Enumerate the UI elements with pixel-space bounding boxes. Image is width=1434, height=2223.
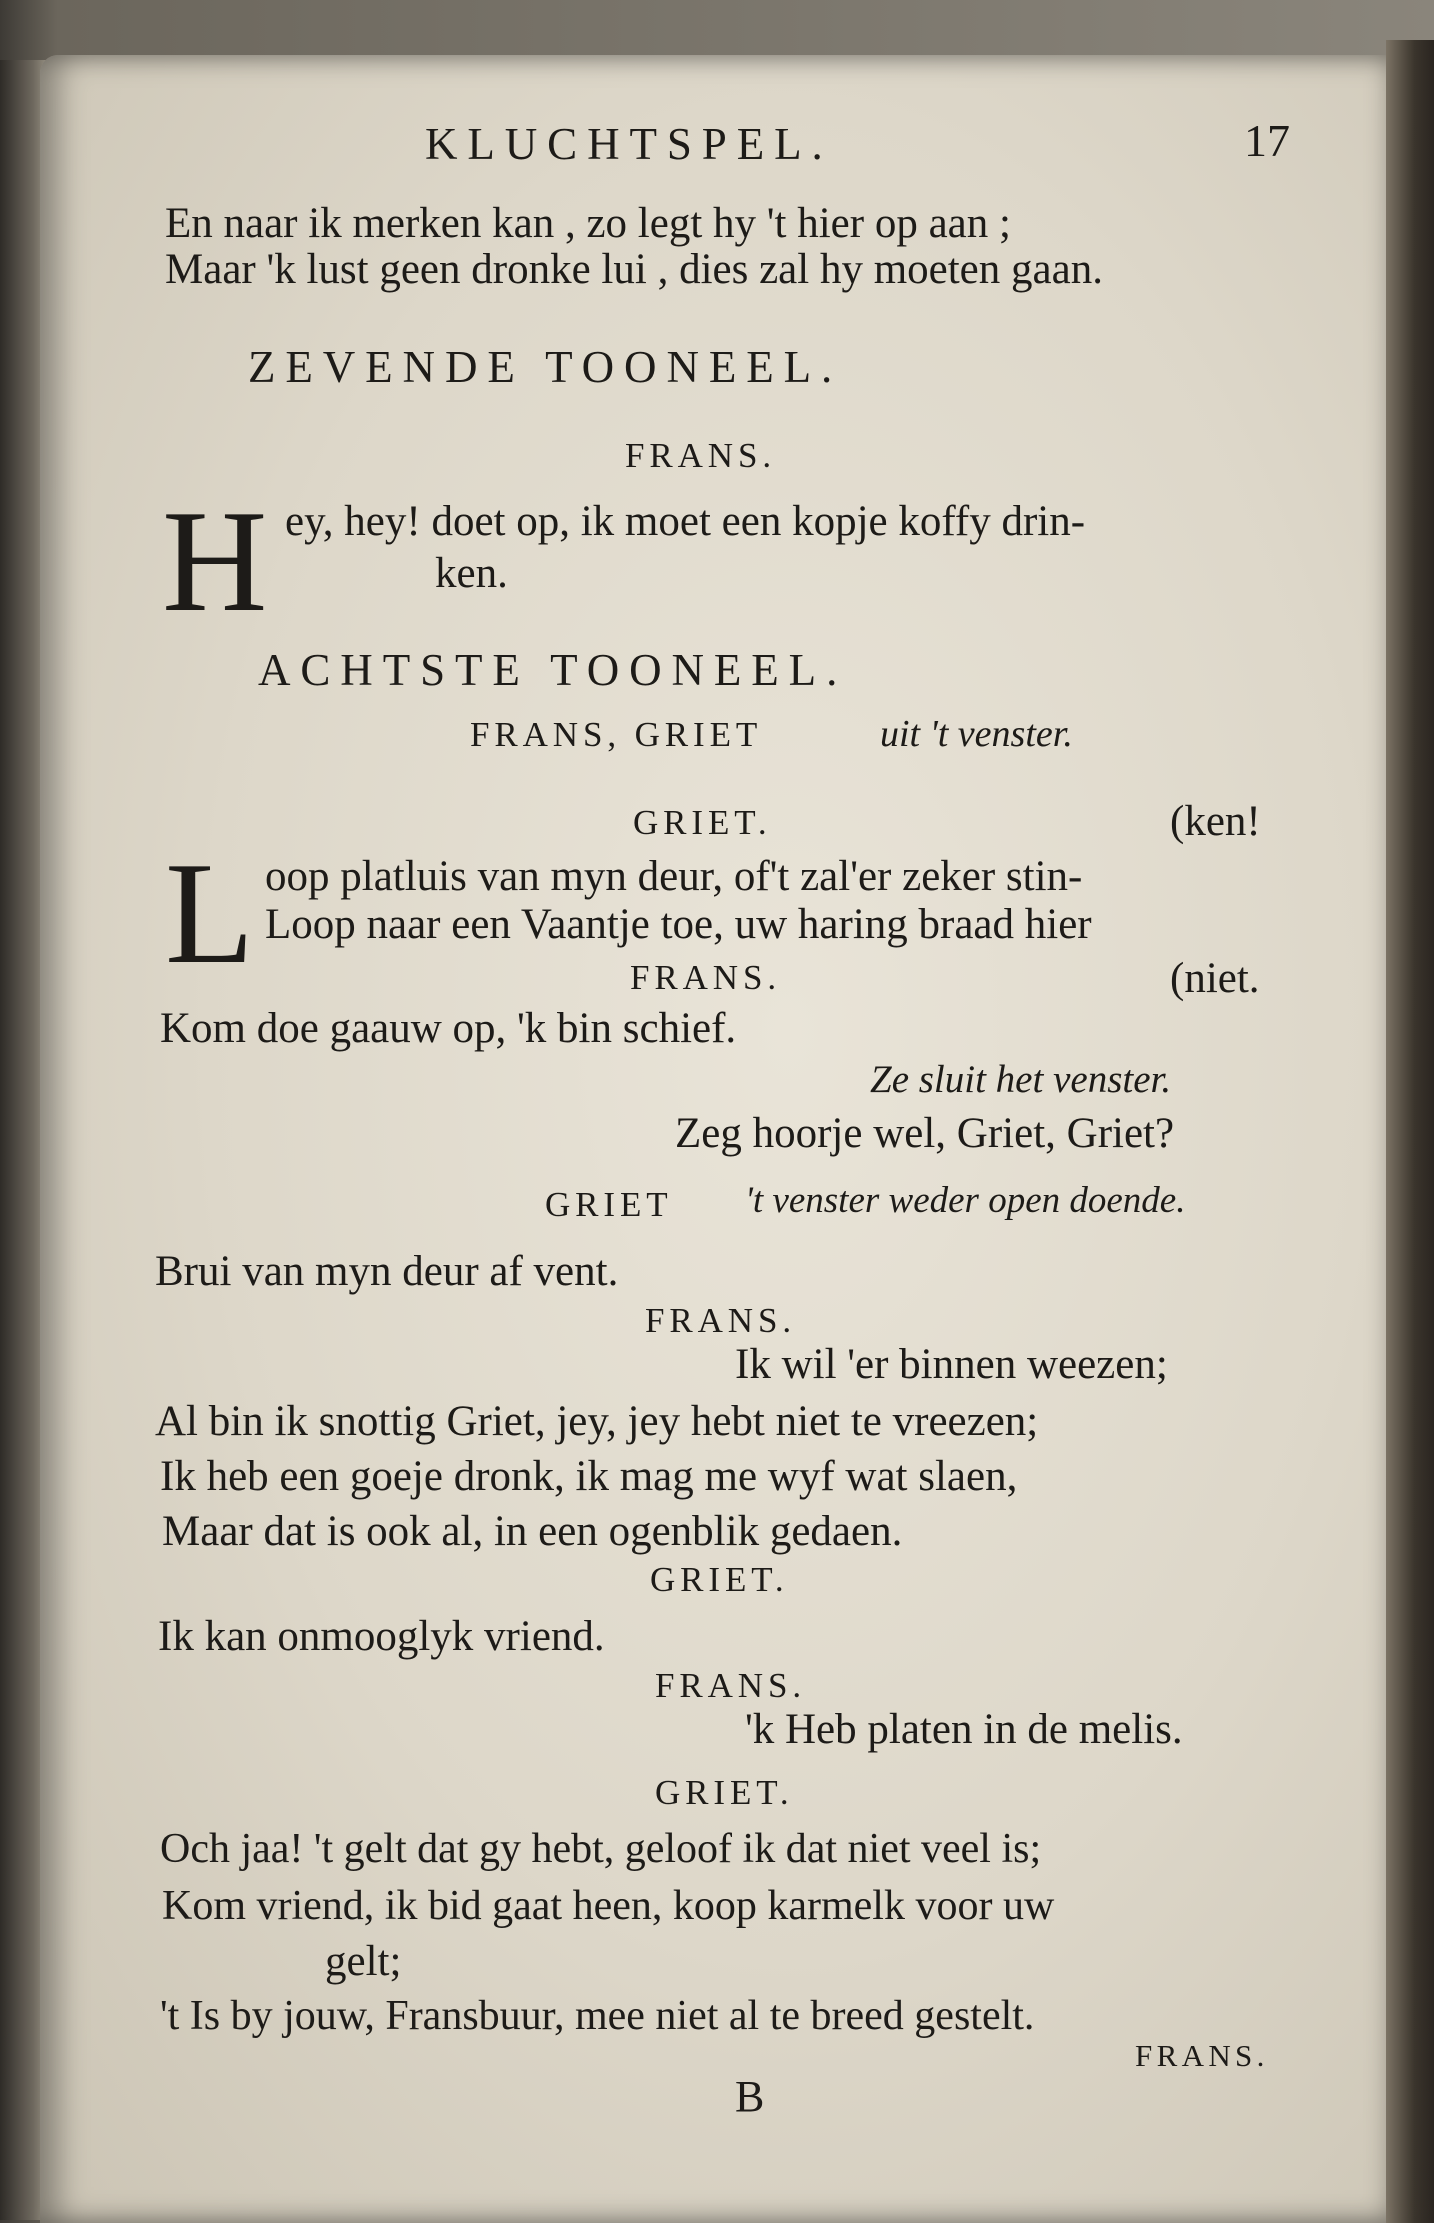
stage-direction: 't venster weder open doende.	[745, 1180, 1186, 1221]
speaker-name: FRANS.	[655, 1666, 806, 1705]
verse-line: 't Is by jouw, Fransbuur, mee niet al te breed gestelt.	[160, 1993, 1035, 2039]
verse-line: Maar dat is ook al, in een ogenblik gedaen.	[162, 1508, 903, 1555]
verse-line: ey, hey! doet op, ik moet een kopje koffy drin-	[285, 498, 1086, 545]
speaker-name: GRIET	[545, 1185, 673, 1224]
scene-heading: ACHTSTE TOONEEL.	[258, 645, 848, 695]
catchword: FRANS.	[1135, 2038, 1269, 2073]
verse-line: Brui van myn deur af vent.	[155, 1248, 619, 1295]
verse-line: En naar ik merken kan , zo legt hy 't hier op aan ;	[165, 200, 1011, 247]
verse-line: Ik heb een goeje dronk, ik mag me wyf wat slaen,	[160, 1453, 1018, 1500]
verse-line: Ik kan onmooglyk vriend.	[158, 1613, 605, 1660]
turnover-text: (ken!	[1170, 798, 1261, 845]
verse-line: ken.	[435, 550, 508, 597]
verse-line: Al bin ik snottig Griet, jey, jey hebt niet te vreezen;	[155, 1398, 1039, 1445]
verse-line: Kom doe gaauw op, 'k bin schief.	[160, 1005, 737, 1052]
speaker-name: FRANS.	[645, 1301, 796, 1340]
verse-line: Zeg hoorje wel, Griet, Griet?	[675, 1110, 1175, 1157]
running-title: KLUCHTSPEL.	[425, 119, 833, 169]
drop-cap: L	[165, 832, 255, 994]
verse-line: Och jaa! 't gelt dat gy hebt, geloof ik dat niet veel is;	[160, 1826, 1042, 1872]
signature-mark: B	[735, 2072, 765, 2121]
verse-line: Loop naar een Vaantje toe, uw haring braad hier	[265, 901, 1092, 948]
verse-line: Maar 'k lust geen dronke lui , dies zal hy moeten gaan.	[165, 246, 1103, 293]
verse-line: oop platluis van myn deur, of't zal'er zeker stin-	[265, 853, 1083, 900]
turnover-text: (niet.	[1170, 955, 1260, 1002]
speaker-name: FRANS.	[630, 958, 781, 997]
page-number: 17	[1244, 115, 1290, 166]
speaker-names: FRANS, GRIET	[470, 715, 763, 754]
drop-cap: H	[162, 480, 268, 642]
verse-line: Ik wil 'er binnen weezen;	[735, 1341, 1168, 1388]
verse-line: gelt;	[325, 1938, 402, 1985]
speaker-name: GRIET.	[650, 1560, 789, 1599]
verse-line: Kom vriend, ik bid gaat heen, koop karmelk voor uw	[162, 1883, 1055, 1929]
speaker-name: FRANS.	[625, 436, 776, 475]
verse-line: 'k Heb platen in de melis.	[745, 1706, 1183, 1753]
speaker-name: GRIET.	[655, 1773, 794, 1812]
book-spine-edge	[1386, 40, 1434, 2223]
stage-direction: Ze sluit het venster.	[870, 1058, 1172, 1101]
stage-direction: uit 't venster.	[880, 713, 1073, 755]
scene-heading: ZEVENDE TOONEEL.	[248, 342, 843, 392]
speaker-name: GRIET.	[633, 803, 772, 842]
